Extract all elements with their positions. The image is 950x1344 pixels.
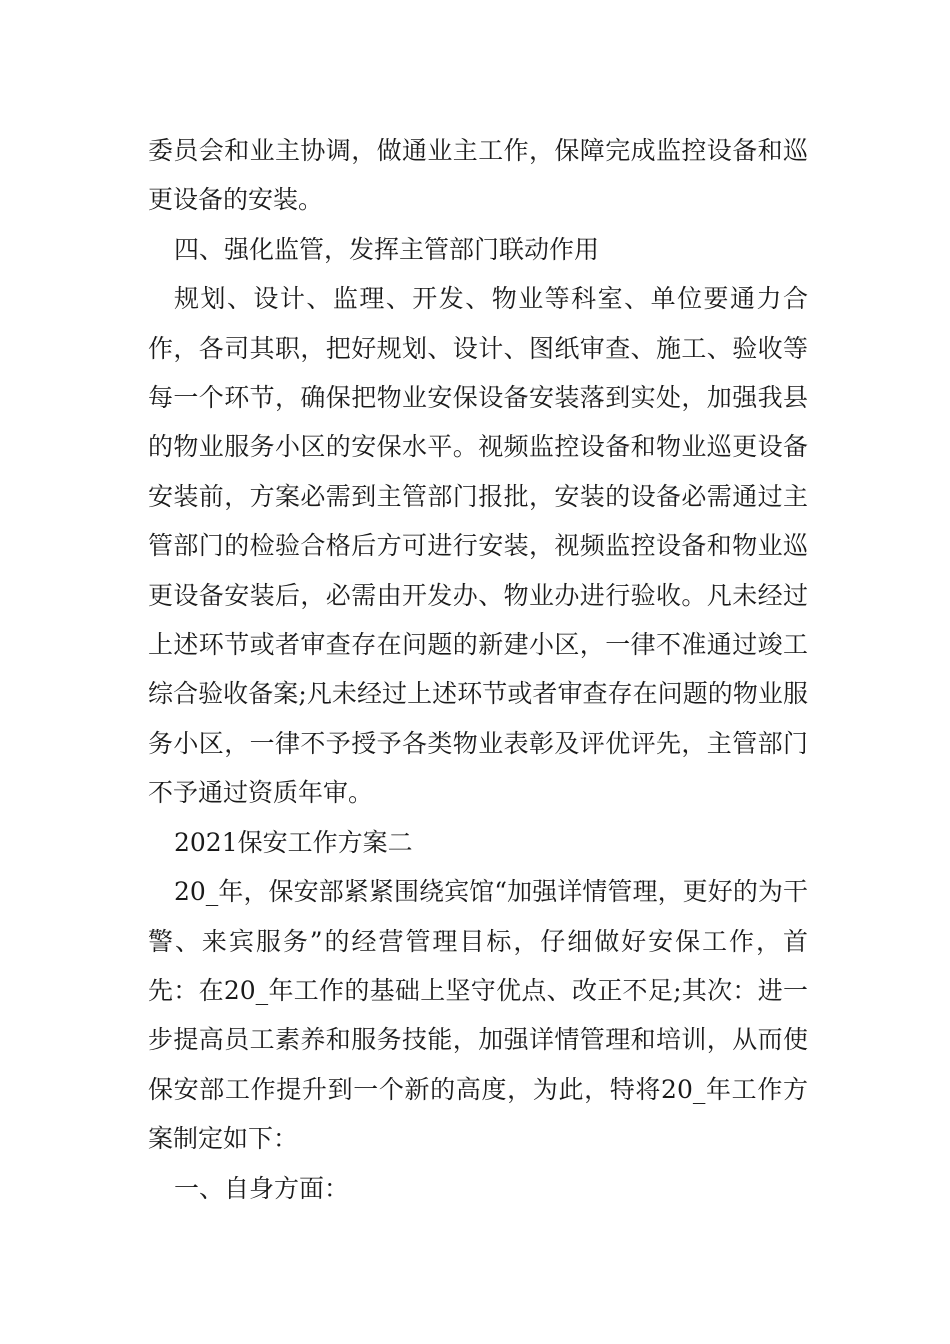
paragraph-continued: 委员会和业主协调，做通业主工作，保障完成监控设备和巡更设备的安装。 [148, 136, 808, 215]
document-title: 2021保安工作方案二 [174, 827, 413, 857]
section-heading: 一、自身方面： [174, 1173, 350, 1203]
body-paragraph: 20_年，保安部紧紧围绕宾馆“加强详情管理，更好的为干警、来宾服务”的经营管理目标，仔细做好安保工作，首先：在20_年工作的基础上坚守优点、改正不足;其次：进一步提高员工素养和服务技能，加强详情管理和培训，从而使保安部工作提升到一个新的高度，为此，特将20_年工作方案制定如下： [148, 877, 808, 1154]
document-body [148, 126, 808, 1213]
section-heading: 四、强化监管，发挥主管部门联动作用 [174, 234, 600, 264]
body-paragraph: 规划、设计、监理、开发、物业等科室、单位要通力合作，各司其职，把好规划、设计、图纸审查、施工、验收等每一个环节，确保把物业安保设备安装落到实处，加强我县的物业服务小区的安保水平。视频监控设备和物业巡更设备安装前，方案必需到主管部门报批，安装的设备必需通过主管部门的检验合格后方可进行安装，视频监控设备和物业巡更设备安装后，必需由开发办、物业办进行验收。凡未经过上述环节或者审查存在问题的新建小区，一律不准通过竣工综合验收备案;凡未经过上述环节或者审查存在问题的物业服务小区，一律不予授予各类物业表彰及评优评先，主管部门不予通过资质年审。 [148, 284, 808, 808]
